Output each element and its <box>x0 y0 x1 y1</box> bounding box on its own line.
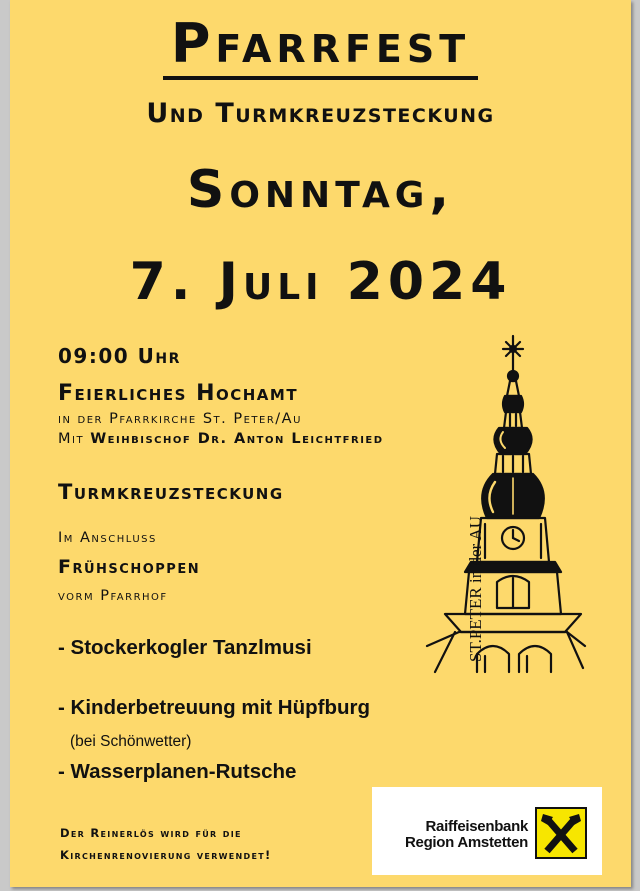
after-line: Im Anschluss <box>58 530 157 546</box>
subtitle: Und Turmkreuzsteckung <box>146 98 495 129</box>
program-item: - Wasserplanen-Rutsche <box>58 760 297 783</box>
program-item: - Kinderbetreuung mit Hüpfburg <box>58 696 371 719</box>
mass-title: Feierliches Hochamt <box>58 381 299 406</box>
time-label: 09:00 Uhr <box>58 344 181 368</box>
bishop-prefix: Mit <box>58 431 91 447</box>
bank-name-line: Raiffeisenbank <box>425 818 528 835</box>
date-heading: 7. Juli 2024 <box>129 252 512 312</box>
weather-note: (bei Schönwetter) <box>70 733 192 750</box>
footer-line: Der Reinerlös wird für die <box>60 826 242 840</box>
church-line: in der Pfarrkirche St. Peter/Au <box>58 411 302 427</box>
footer-line: Kirchenrenovierung verwendet! <box>60 848 272 862</box>
sponsor-logo-box <box>372 787 602 875</box>
church-tower-icon <box>415 332 587 677</box>
bishop-name: Weihbischof Dr. Anton Leichtfried <box>90 431 384 447</box>
title <box>10 14 631 80</box>
bank-region-line: Region Amstetten <box>405 834 528 851</box>
bishop-line <box>58 431 384 447</box>
bank-name <box>388 819 528 851</box>
vorm-line: vorm Pfarrhof <box>58 588 168 604</box>
poster <box>10 0 631 887</box>
fruhschoppen-title: Frühschoppen <box>58 556 201 578</box>
cross-title: Turmkreuzsteckung <box>58 480 284 504</box>
raiffeisen-crossed-horses-icon <box>535 807 587 859</box>
emblem-text: ST.PETER in der AU <box>466 515 485 662</box>
title-text: Pfarrfest <box>163 14 478 80</box>
day-heading: Sonntag, <box>186 160 455 220</box>
program-item: - Stockerkogler Tanzlmusi <box>58 636 312 659</box>
